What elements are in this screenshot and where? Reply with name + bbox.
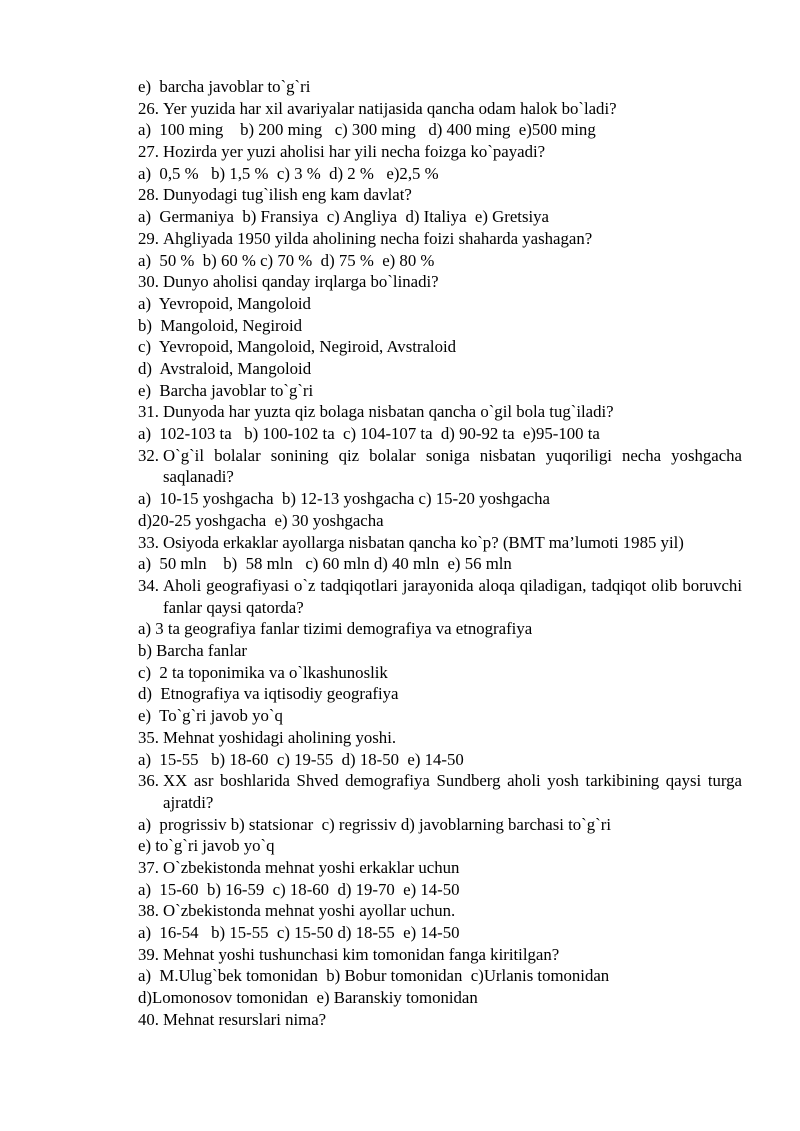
- answer-options-line: a) 102-103 ta b) 100-102 ta c) 104-107 ta d) 90-92 ta e)95-100 ta: [138, 424, 600, 444]
- question-text: XX asr boshlarida Shved demografiya Sundberg aholi yosh tarkibining qaysi turga ajratdi?: [163, 771, 742, 812]
- answer-options-line: e) Barcha javoblar to`g`ri: [138, 380, 314, 400]
- answer-options-line: a) 10-15 yoshgacha b) 12-13 yoshgacha c) 15-20 yoshgacha: [138, 489, 550, 509]
- question-line: [138, 141, 742, 163]
- question-text: Osiyoda erkaklar ayollarga nisbatan qancha ko`p? (BMT ma’lumoti 1985 yil): [163, 532, 684, 552]
- question-text: Mehnat resurslari nima?: [163, 1009, 327, 1029]
- answer-options-line: e) to`g`ri javob yo`q: [138, 836, 275, 856]
- question-text: Yer yuzida har xil avariyalar natijasida qancha odam halok bo`ladi?: [163, 98, 617, 118]
- answer-options-line: a) Yevropoid, Mangoloid: [138, 293, 311, 313]
- answer-options-line: a) 16-54 b) 15-55 c) 15-50 d) 18-55 e) 14-50: [138, 923, 460, 943]
- question-number: 31.: [138, 402, 159, 422]
- question-line: [138, 575, 742, 618]
- question-text: Ahgliyada 1950 yilda aholining necha foizi shaharda yashagan?: [163, 228, 593, 248]
- question-number: 36.: [138, 771, 159, 791]
- answer-options-line: b) Barcha fanlar: [138, 641, 248, 661]
- question-line: [138, 401, 742, 423]
- question-text: Aholi geografiyasi o`z tadqiqotlari jarayonida aloqa qiladigan, tadqiqot olib boruvchi fanlar qaysi qatorda?: [163, 575, 742, 617]
- answer-options-line: a) 0,5 % b) 1,5 % c) 3 % d) 2 % e)2,5 %: [138, 163, 439, 183]
- question-line: [138, 445, 742, 488]
- question-number: 33.: [138, 532, 159, 552]
- question-number: 29.: [138, 228, 159, 248]
- question-number: 34.: [138, 575, 159, 595]
- question-text: Mehnat yoshidagi aholining yoshi.: [163, 727, 397, 747]
- answer-options-line: a) M.Ulug`bek tomonidan b) Bobur tomonidan c)Urlanis tomonidan: [138, 966, 610, 986]
- question-text: Mehnat yoshi tushunchasi kim tomonidan fanga kiritilgan?: [163, 944, 560, 964]
- question-number: 32.: [138, 445, 159, 465]
- question-line: [138, 727, 742, 749]
- answer-options-line: a) 50 % b) 60 % c) 70 % d) 75 % e) 80 %: [138, 250, 435, 270]
- answer-options-line: a) 15-60 b) 16-59 c) 18-60 d) 19-70 e) 14-50: [138, 879, 460, 899]
- answer-options-line: e) barcha javoblar to`g`ri: [138, 77, 311, 96]
- answer-options-line: a) Germaniya b) Fransiya c) Angliya d) Italiya e) Gretsiya: [138, 207, 549, 227]
- question-line: [138, 271, 742, 293]
- answer-options-line: c) Yevropoid, Mangoloid, Negiroid, Avstraloid: [138, 337, 457, 357]
- question-number: 38.: [138, 901, 159, 921]
- answer-options-line: c) 2 ta toponimika va o`lkashunoslik: [138, 662, 388, 682]
- answer-options-line: d)20-25 yoshgacha e) 30 yoshgacha: [138, 510, 384, 530]
- answer-options-line: d) Avstraloid, Mangoloid: [138, 359, 312, 379]
- question-number: 40.: [138, 1009, 159, 1029]
- question-line: [138, 228, 742, 250]
- question-text: Dunyo aholisi qanday irqlarga bo`linadi?: [163, 272, 439, 292]
- answer-options-line: a) 3 ta geografiya fanlar tizimi demografiya va etnografiya: [138, 619, 533, 639]
- question-text: O`zbekistonda mehnat yoshi ayollar uchun.: [163, 901, 456, 921]
- question-text: O`zbekistonda mehnat yoshi erkaklar uchun: [163, 857, 460, 877]
- answer-options-line: a) 15-55 b) 18-60 c) 19-55 d) 18-50 e) 14-50: [138, 749, 464, 769]
- question-number: 28.: [138, 185, 159, 205]
- question-text: O`g`il bolalar sonining qiz bolalar soniga nisbatan yuqoriligi necha yoshgacha saqlanadi?: [163, 445, 742, 487]
- question-number: 37.: [138, 857, 159, 877]
- question-number: 30.: [138, 272, 159, 292]
- question-number: 27.: [138, 142, 159, 162]
- question-number: 35.: [138, 727, 159, 747]
- answer-options-line: a) 100 ming b) 200 ming c) 300 ming d) 400 ming e)500 ming: [138, 120, 596, 140]
- question-line: [138, 98, 742, 120]
- answer-options-line: b) Mangoloid, Negiroid: [138, 315, 303, 335]
- question-line: [138, 857, 742, 879]
- answer-options-line: d)Lomonosov tomonidan e) Baranskiy tomonidan: [138, 988, 478, 1008]
- question-number: 26.: [138, 98, 159, 118]
- question-line: [138, 944, 742, 966]
- question-line: [138, 532, 742, 554]
- document-page: [138, 76, 742, 1031]
- answer-options-line: a) progrissiv b) statsionar c) regrissiv d) javoblarning barchasi to`g`ri: [138, 814, 612, 834]
- answer-options-line: e) To`g`ri javob yo`q: [138, 706, 283, 726]
- question-line: [138, 770, 742, 813]
- question-line: [138, 1009, 742, 1031]
- question-number: 39.: [138, 944, 159, 964]
- question-text: Dunyodagi tug`ilish eng kam davlat?: [163, 185, 412, 205]
- question-line: [138, 900, 742, 922]
- question-line: [138, 184, 742, 206]
- answer-options-line: d) Etnografiya va iqtisodiy geografiya: [138, 684, 399, 704]
- question-text: Hozirda yer yuzi aholisi har yili necha foizga ko`payadi?: [163, 142, 546, 162]
- question-text: Dunyoda har yuzta qiz bolaga nisbatan qancha o`gil bola tug`iladi?: [163, 402, 614, 422]
- answer-options-line: a) 50 mln b) 58 mln c) 60 mln d) 40 mln e) 56 mln: [138, 554, 512, 574]
